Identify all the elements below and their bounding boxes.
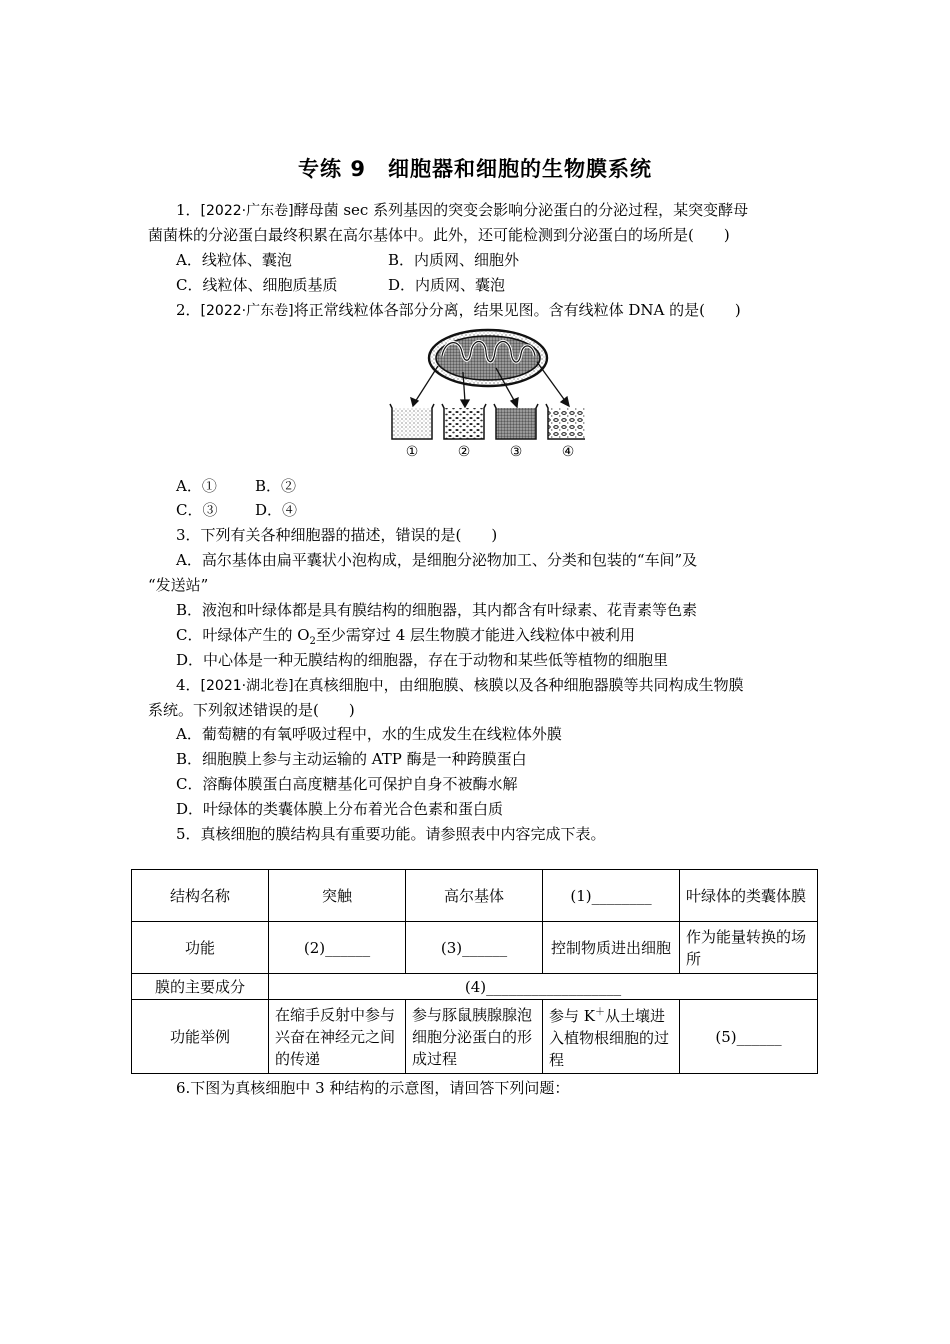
q2-number: 2． — [176, 301, 201, 319]
table-row — [132, 974, 818, 1000]
q4-text1: 在真核细胞中，由细胞膜、核膜以及各种细胞器膜等共同构成生物膜 — [293, 676, 744, 694]
mitochondria-figure — [385, 326, 585, 461]
q2-option-d: D．④ — [255, 501, 298, 519]
q4-number: 4． — [176, 676, 201, 694]
q1-source: [2022·广东卷] — [200, 203, 294, 219]
row4-cell1: 在缩手反射中参与兴奋在神经元之间的传递 — [269, 1000, 406, 1074]
row2-cell2-blank: (3)______ — [406, 922, 543, 974]
q2-option-a: A．① — [176, 477, 217, 495]
q4-source: [2021·湖北卷] — [200, 678, 294, 694]
row1-header: 结构名称 — [132, 870, 269, 922]
row2-cell1-blank: (2)______ — [269, 922, 406, 974]
q2-option-b: B．② — [255, 477, 297, 495]
table-row — [132, 870, 818, 922]
q5-stem: 5．真核细胞的膜结构具有重要功能。请参照表中内容完成下表。 — [176, 825, 606, 843]
beaker-label-2: ② — [457, 444, 471, 460]
q6-stem: 6.下图为真核细胞中 3 种结构的示意图，请回答下列问题： — [176, 1079, 570, 1097]
q4-option-b: B．细胞膜上参与主动运输的 ATP 酶是一种跨膜蛋白 — [176, 750, 527, 768]
q3-option-d: D．中心体是一种无膜结构的细胞器，存在于动物和某些低等植物的细胞里 — [176, 651, 669, 669]
row1-cell1: 突触 — [269, 870, 406, 922]
mitochondrion-diagram — [429, 330, 547, 386]
row4-cell4-blank: (5)______ — [680, 1000, 818, 1074]
row4-header: 功能举例 — [132, 1000, 269, 1074]
row1-cell4: 叶绿体的类囊体膜 — [680, 870, 818, 922]
q3-option-c: C．叶绿体产生的 $O_2$至少需穿过 4 层生物膜才能进入线粒体中被利用 — [176, 626, 636, 647]
q1-number: 1． — [176, 201, 201, 219]
q1-option-d: D．内质网、囊泡 — [388, 276, 506, 294]
page-title: 专练 9 细胞器和细胞的生物膜系统 — [298, 157, 652, 181]
beaker-2 — [442, 404, 486, 439]
row1-cell3-blank: (1)________ — [543, 870, 680, 922]
row2-cell4: 作为能量转换的场所 — [680, 922, 818, 974]
q5-table — [131, 869, 818, 1074]
q4-option-a: A．葡萄糖的有氧呼吸过程中，水的生成发生在线粒体外膜 — [176, 725, 562, 743]
beaker-1 — [390, 404, 434, 439]
row3-cell-blank: (4)__________________ — [269, 974, 818, 1000]
q1-option-c: C．线粒体、细胞质基质 — [176, 276, 338, 294]
row1-cell2: 高尔基体 — [406, 870, 543, 922]
table-row — [132, 922, 818, 974]
row3-header: 膜的主要成分 — [132, 974, 269, 1000]
q3-option-a-line2: “发送站” — [148, 576, 209, 594]
q3-option-b: B．液泡和叶绿体都是具有膜结构的细胞器，其内都含有叶绿素、花青素等色素 — [176, 601, 698, 619]
beaker-label-4: ④ — [561, 444, 575, 460]
q2-source: [2022·广东卷] — [200, 303, 294, 319]
q4-line2: 系统。下列叙述错误的是( ) — [148, 701, 355, 719]
table-row — [132, 1000, 818, 1074]
beaker-4 — [546, 404, 585, 439]
row2-cell3: 控制物质进出细胞 — [543, 922, 680, 974]
q1-option-b: B．内质网、细胞外 — [388, 251, 520, 269]
beaker-label-3: ③ — [509, 444, 523, 460]
q4-option-d: D．叶绿体的类囊体膜上分布着光合色素和蛋白质 — [176, 800, 504, 818]
beaker-label-1: ① — [405, 444, 419, 460]
q4-option-c: C．溶酶体膜蛋白高度糖基化可保护自身不被酶水解 — [176, 775, 518, 793]
q1-line1 — [176, 200, 748, 221]
q2-stem — [176, 300, 741, 321]
row2-header: 功能 — [132, 922, 269, 974]
q1-option-a: A．线粒体、囊泡 — [176, 251, 292, 269]
q2-text: 将正常线粒体各部分分离，结果见图。含有线粒体 DNA 的是( ) — [293, 301, 741, 319]
row4-cell2: 参与豚鼠胰腺腺泡细胞分泌蛋白的形成过程 — [406, 1000, 543, 1074]
q4-line1 — [176, 675, 744, 696]
q1-line2: 菌菌株的分泌蛋白最终积累在高尔基体中。此外，还可能检测到分泌蛋白的场所是( ) — [148, 226, 730, 244]
beaker-3 — [494, 404, 538, 439]
q2-option-c: C．③ — [176, 501, 218, 519]
q3-option-a-line1: A．高尔基体由扁平囊状小泡构成，是细胞分泌物加工、分类和包装的“车间”及 — [176, 551, 698, 569]
row4-cell3: 参与 K＋从土壤进入植物根细胞的过程 — [543, 1000, 680, 1074]
q3-stem: 3．下列有关各种细胞器的描述，错误的是( ) — [176, 526, 498, 544]
q1-text1: 酵母菌 sec 系列基因的突变会影响分泌蛋白的分泌过程，某突变酵母 — [293, 201, 749, 219]
